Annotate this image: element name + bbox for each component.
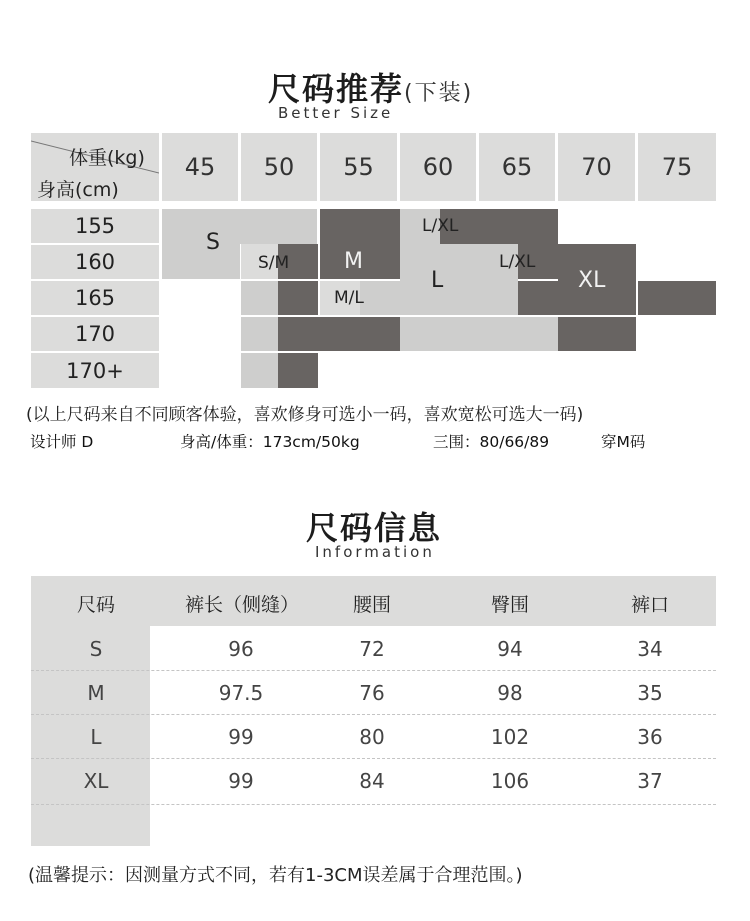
corner-cell	[31, 133, 159, 201]
designer-name: 设计师 D	[30, 433, 94, 451]
cell-size: M	[87, 681, 105, 705]
height-label: 170+	[31, 353, 159, 388]
weight-header: 65	[479, 133, 555, 201]
zone-m-block	[278, 317, 400, 351]
weight-header: 70	[558, 133, 635, 201]
designer-measurements: 三围：80/66/89	[433, 433, 550, 451]
zone-s-block	[162, 209, 317, 244]
zone-xl-block	[558, 317, 636, 351]
zone-s-block	[162, 244, 240, 279]
designer-size: 穿M码	[601, 433, 646, 451]
recommend-note: (以上尺码来自不同顾客体验，喜欢修身可选小一码，喜欢宽松可选大一码)	[26, 405, 584, 425]
cell-size: S	[89, 637, 103, 661]
zone-xl-block	[518, 281, 558, 315]
row-divider	[31, 758, 716, 759]
cell-waist: 84	[359, 769, 385, 793]
zone-l-block	[400, 317, 558, 351]
zone-label-m: M	[344, 249, 363, 274]
designer-body: 身高/体重：173cm/50kg	[180, 433, 360, 451]
recommend-title-suffix: (下装)	[404, 81, 474, 106]
column-header: 裤口	[630, 594, 669, 616]
cell-length: 99	[228, 769, 254, 793]
zone-m-block	[241, 353, 278, 388]
column-header: 臀围	[490, 594, 529, 616]
column-header: 腰围	[352, 594, 391, 616]
cell-hip: 106	[490, 769, 530, 793]
cell-size: XL	[83, 769, 109, 793]
cell-hip: 102	[490, 725, 530, 749]
row-divider	[31, 804, 716, 805]
zone-m-block	[278, 281, 318, 315]
cell-size: L	[90, 725, 102, 749]
zone-label-s: S	[206, 230, 220, 255]
column-header: 尺码	[76, 594, 115, 616]
weight-header: 55	[320, 133, 397, 201]
cell-waist: 76	[359, 681, 385, 705]
cell-waist: 80	[359, 725, 385, 749]
height-label: 160	[31, 245, 159, 279]
cell-waist: 72	[359, 637, 385, 661]
zone-m-block	[278, 353, 318, 388]
zone-m-block	[241, 317, 278, 351]
height-label: 155	[31, 209, 159, 243]
cell-length: 96	[228, 637, 254, 661]
info-title: 尺码信息	[306, 509, 443, 547]
zone-label-l: L	[431, 268, 444, 293]
column-header: 裤长（侧缝）	[184, 594, 299, 616]
weight-header: 60	[400, 133, 476, 201]
corner-height-label: 身高(cm)	[37, 179, 119, 201]
cell-length: 97.5	[218, 681, 264, 705]
weight-header: 75	[638, 133, 716, 201]
cell-leg-opening: 37	[637, 769, 663, 793]
cell-leg-opening: 35	[637, 681, 663, 705]
measurement-tip: (温馨提示：因测量方式不同，若有1-3CM误差属于合理范围。)	[28, 865, 523, 886]
corner-weight-label: 体重(kg)	[69, 147, 145, 169]
cell-leg-opening: 36	[637, 725, 663, 749]
recommend-subtitle: Better Size	[278, 104, 394, 122]
zone-label-lxl: L/XL	[499, 252, 536, 272]
zone-xl-block	[638, 281, 716, 315]
info-subtitle: Information	[315, 543, 435, 561]
zone-label-xl: XL	[578, 268, 606, 293]
cell-length: 99	[228, 725, 254, 749]
weight-header: 45	[162, 133, 238, 201]
zone-m-block	[241, 281, 278, 315]
zone-label-sm: S/M	[258, 253, 290, 273]
row-divider	[31, 670, 716, 671]
recommend-title: 尺码推荐(下装)	[268, 70, 474, 108]
cell-leg-opening: 34	[637, 637, 663, 661]
height-label: 165	[31, 281, 159, 315]
zone-ml-block	[360, 281, 400, 315]
zone-label-ml: M/L	[334, 288, 364, 308]
cell-hip: 98	[497, 681, 523, 705]
cell-hip: 94	[497, 637, 523, 661]
weight-header: 50	[241, 133, 317, 201]
height-label: 170	[31, 317, 159, 351]
row-divider	[31, 714, 716, 715]
zone-label-lxl: L/XL	[422, 216, 459, 236]
